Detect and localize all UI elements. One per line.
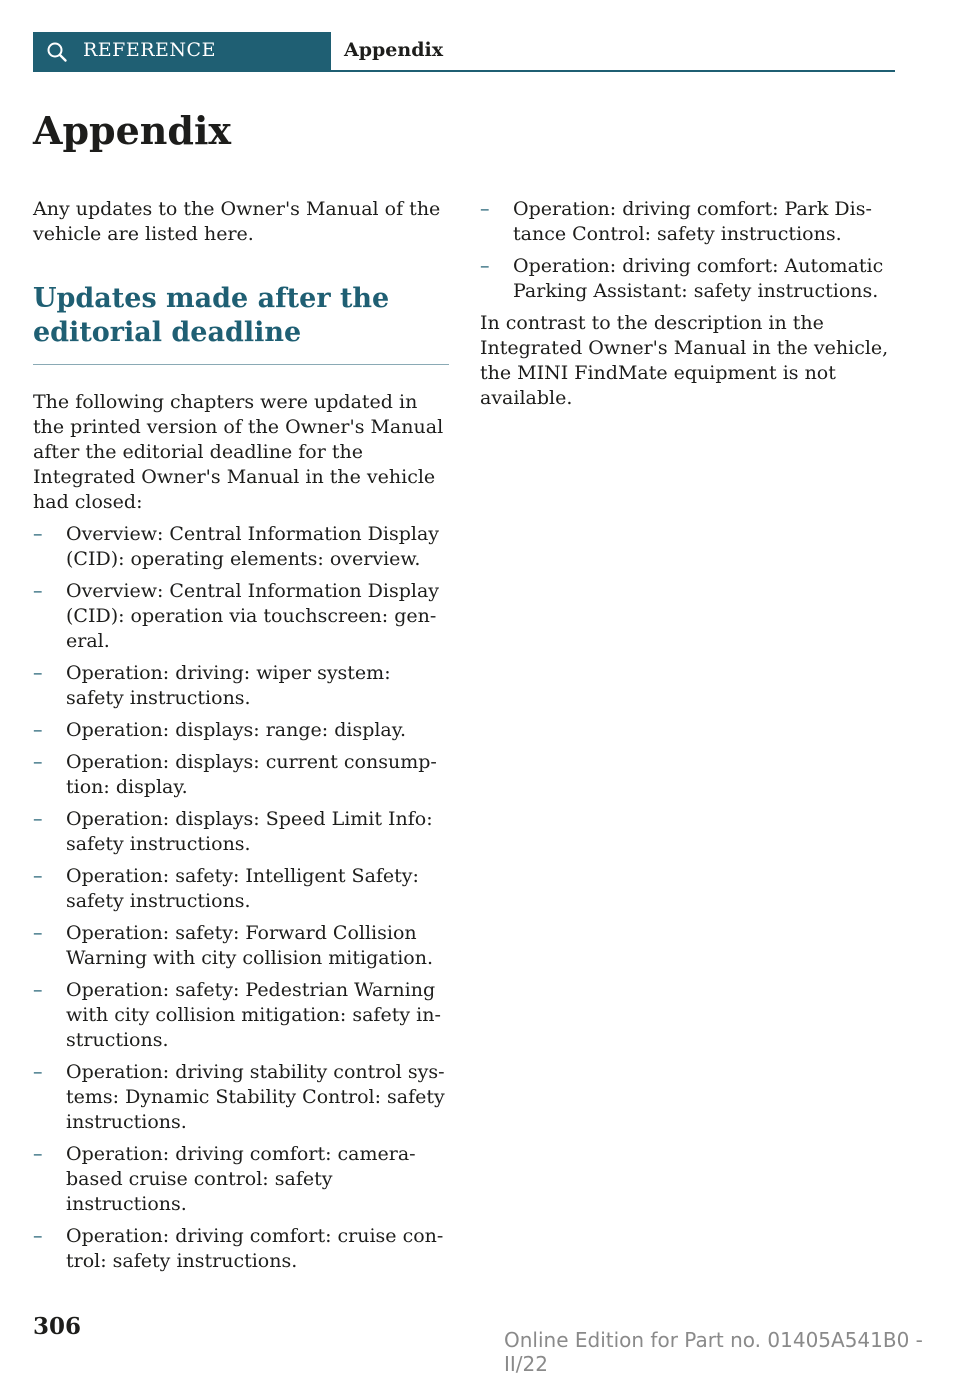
list-item	[33, 1224, 449, 1274]
dash-bullet: –	[33, 1143, 43, 1165]
list-item-text: Operation: safety: Forward Collision Warning with city collision mitigation.	[66, 922, 433, 969]
dash-bullet: –	[33, 865, 43, 887]
list-item	[33, 750, 449, 800]
dash-bullet: –	[33, 1225, 43, 1247]
reference-label: REFERENCE	[83, 39, 216, 61]
dash-bullet: –	[33, 1061, 43, 1083]
list-item	[33, 718, 449, 743]
dash-bullet: –	[33, 979, 43, 1001]
updates-list-right	[480, 197, 896, 304]
dash-bullet: –	[33, 719, 43, 741]
page-title: Appendix	[33, 108, 232, 153]
intro-paragraph: Any updates to the Owner's Manual of the vehicle are listed here.	[33, 198, 441, 245]
list-item-text: Operation: displays: range: display.	[66, 719, 407, 741]
list-item-text: Operation: safety: Pedestrian Warning with city collision mitigation: safety instructions.	[66, 979, 441, 1051]
page-number: 306	[33, 1313, 82, 1340]
list-item	[480, 254, 896, 304]
list-item-text: Operation: driving comfort: Automatic Parking Assistant: safety instructions.	[513, 255, 884, 302]
section-heading: Updates made after the editorial deadline	[33, 282, 449, 365]
list-item	[33, 661, 449, 711]
list-item	[33, 807, 449, 857]
list-item-text: Operation: displays: current consumption: display.	[66, 751, 437, 798]
magnifier-icon	[46, 41, 68, 63]
dash-bullet: –	[33, 922, 43, 944]
dash-bullet: –	[33, 662, 43, 684]
page-header	[33, 32, 895, 72]
list-item	[33, 579, 449, 654]
list-item	[33, 1142, 449, 1217]
list-item-text: Operation: driving stability control systems: Dynamic Stability Control: safety instructions.	[66, 1061, 445, 1133]
list-item	[33, 1060, 449, 1135]
dash-bullet: –	[33, 523, 43, 545]
list-item-text: Operation: driving: wiper system: safety instructions.	[66, 662, 391, 709]
list-item	[33, 522, 449, 572]
dash-bullet: –	[33, 580, 43, 602]
list-item	[33, 921, 449, 971]
list-item	[33, 864, 449, 914]
updates-intro: The following chapters were updated in the printed version of the Owner's Manual after the editorial deadline for the Integrated Owner's Manual in the vehicle had closed:	[33, 391, 444, 513]
right-column	[480, 197, 896, 411]
list-item-text: Operation: displays: Speed Limit Info: safety instructions.	[66, 808, 433, 855]
list-item-text: Operation: driving comfort: Park Distance Control: safety instructions.	[513, 198, 872, 245]
dash-bullet: –	[33, 808, 43, 830]
list-item-text: Overview: Central Information Display (CID): operation via touchscreen: general.	[66, 580, 440, 652]
updates-list-left	[33, 522, 449, 1274]
left-column	[33, 197, 449, 1274]
dash-bullet: –	[480, 198, 490, 220]
dash-bullet: –	[33, 751, 43, 773]
list-item-text: Operation: driving comfort: cruise control: safety instructions.	[66, 1225, 444, 1272]
list-item-text: Overview: Central Information Display (CID): operating elements: overview.	[66, 523, 440, 570]
list-item-text: Operation: safety: Intelligent Safety: safety instructions.	[66, 865, 419, 912]
reference-tab	[33, 32, 331, 70]
footer-edition: Online Edition for Part no. 01405A541B0 - II/22	[504, 1328, 923, 1376]
closing-paragraph: In contrast to the description in the Integrated Owner's Manual in the vehicle, the MINI FindMate equipment is not available.	[480, 312, 889, 409]
list-item	[33, 978, 449, 1053]
section-label: Appendix	[344, 39, 444, 61]
list-item-text: Operation: driving comfort: camera-based cruise control: safety instructions.	[66, 1143, 416, 1215]
dash-bullet: –	[480, 255, 490, 277]
list-item	[480, 197, 896, 247]
